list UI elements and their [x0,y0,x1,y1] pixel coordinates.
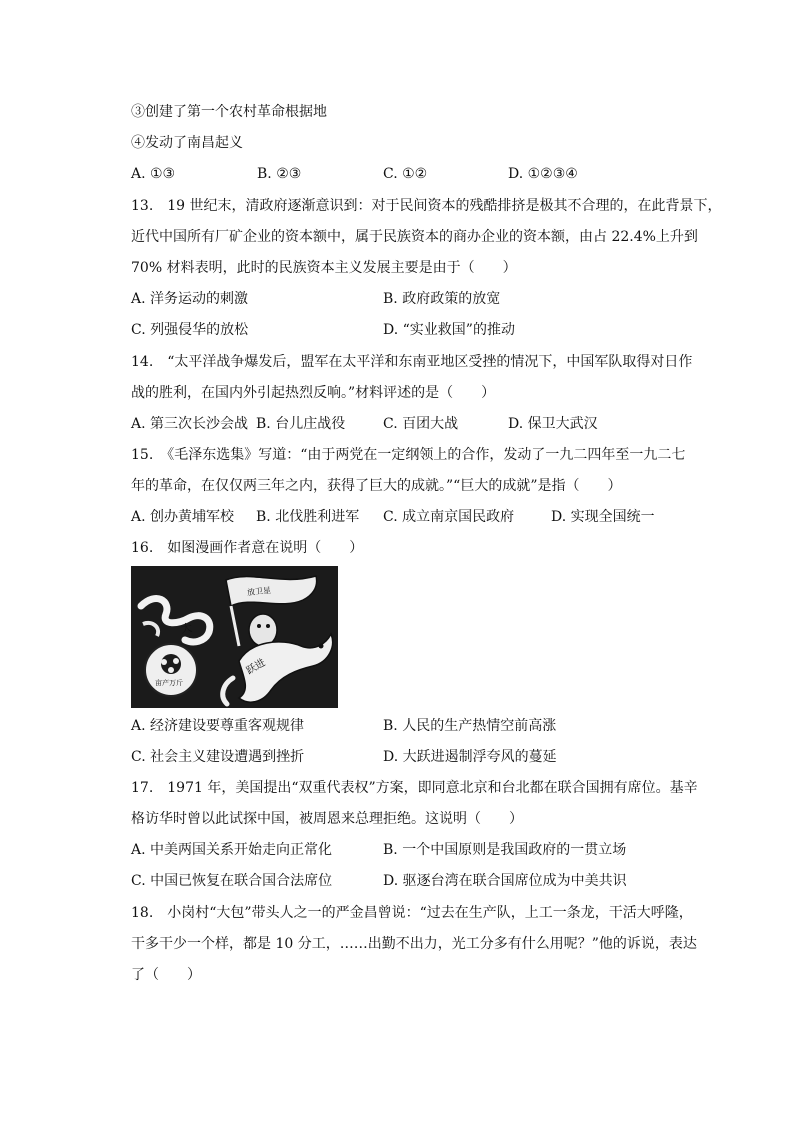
q16-stem: 16. 如图漫画作者意在说明（ ） [131,540,364,556]
q14-stem-line-1: 14. “太平洋战争爆发后，盟军在太平洋和东南亚地区受挫的情况下，中国军队取得对日作 [131,354,693,370]
q12-option-a: A. ①③ [131,166,176,182]
q16-cartoon-image [131,566,338,708]
q16-option-d: D. 大跃进遏制浮夸风的蔓延 [383,749,557,765]
q18-stem-line-2: 干多干少一个样，都是 10 分工，……出勤不出力，光工分多有什么用呢？”他的诉说，表达 [131,936,697,952]
cartoon-label-leap: 跃进 [244,657,268,677]
q15-option-c: C. 成立南京国民政府 [383,509,515,525]
q14-option-d: D. 保卫大武汉 [508,416,598,432]
q12-option-d: D. ①②③④ [508,166,578,182]
q17-option-c: C. 中国已恢复在联合国合法席位 [131,873,333,889]
q14-option-b: B. 台儿庄战役 [256,416,346,432]
q12-option-b: B. ②③ [257,166,302,182]
q13-stem-line-3: 70% 材料表明，此时的民族资本主义发展主要是由于（ ） [131,260,517,276]
q15-option-b: B. 北伐胜利进军 [256,509,360,525]
q16-option-c: C. 社会主义建设遭遇到挫折 [131,749,305,765]
q15-stem-line-1: 15. 《毛泽东选集》写道：“由于两党在一定纲领上的合作，发动了一九二四年至一九二七 [131,447,686,463]
cartoon-label-satellite: 放卫星 [246,585,272,598]
q14-option-a: A. 第三次长沙会战 [131,416,249,432]
q13-stem-line-1: 13. 19 世纪末，清政府逐渐意识到：对于民间资本的残酷排挤是极其不合理的，在此背景下， [131,198,722,214]
q13-stem-line-2: 近代中国所有厂矿企业的资本额中，属于民族资本的商办企业的资本额，由占 22.4%上升到 [131,229,698,245]
q17-stem-line-2: 格访华时曾以此试探中国，被周恩来总理拒绝。这说明（ ） [131,811,523,827]
q13-option-c: C. 列强侵华的放松 [131,322,249,338]
q17-option-d: D. 驱逐台湾在联合国席位成为中美共识 [383,873,627,889]
q12-item-4: ④发动了南昌起义 [131,135,243,151]
q13-option-a: A. 洋务运动的刺激 [131,291,249,307]
q15-stem-line-2: 年的革命，在仅仅两三年之内，获得了巨大的成就。”“巨大的成就”是指（ ） [131,478,622,494]
q13-option-d: D. “实业救国”的推动 [383,322,515,338]
q17-stem-line-1: 17. 1971 年，美国提出“双重代表权”方案，即同意北京和台北都在联合国拥有席位。基辛 [131,780,698,796]
q13-option-b: B. 政府政策的放宽 [383,291,501,307]
q18-stem-line-3: 了（ ） [131,967,201,983]
cartoon-label-yield: 亩产万斤 [155,679,183,687]
q17-option-b: B. 一个中国原则是我国政府的一贯立场 [383,842,627,858]
q15-option-a: A. 创办黄埔军校 [131,509,235,525]
q16-option-b: B. 人民的生产热情空前高涨 [383,718,557,734]
q17-option-a: A. 中美两国关系开始走向正常化 [131,842,333,858]
q14-option-c: C. 百团大战 [383,416,459,432]
q12-option-c: C. ①② [383,166,428,182]
q12-item-3: ③创建了第一个农村革命根据地 [131,104,327,120]
q18-stem-line-1: 18. 小岗村“大包”带头人之一的严金昌曾说：“过去在生产队，上工一条龙，干活大呼隆， [131,905,693,921]
q14-stem-line-2: 战的胜利，在国内外引起热烈反响。”材料评述的是（ ） [131,385,496,401]
cartoon-label-da: 大 [180,621,194,636]
q16-option-a: A. 经济建设要尊重客观规律 [131,718,305,734]
q15-option-d: D. 实现全国统一 [551,509,655,525]
